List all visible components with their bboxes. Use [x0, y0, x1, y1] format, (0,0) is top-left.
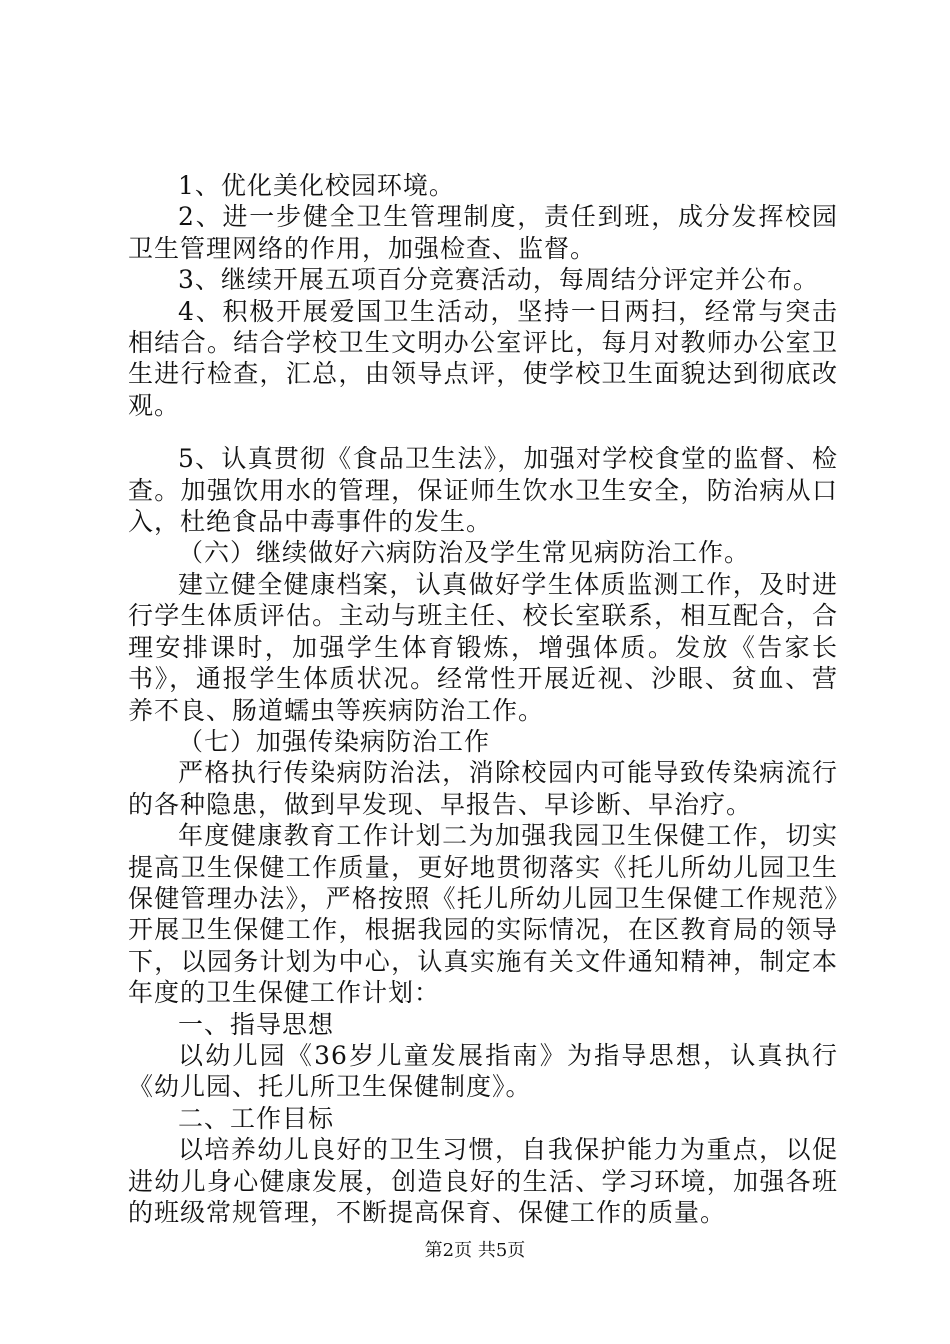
paragraph: 年度健康教育工作计划二为加强我园卫生保健工作，切实提高卫生保健工作质量，更好地贯彻落实《托儿所幼儿园卫生保健管理办法》，严格按照《托儿所幼儿园卫生保健工作规范》开展卫生保健工作，根据我园的实际情况，在区教育局的领导下，以园务计划为中心，认真实施有关文件通知精神，制定本年度的卫生保健工作计划：	[128, 821, 838, 1008]
section-heading: 一、指导思想	[178, 1009, 335, 1039]
section-heading: （七）加强传染病防治工作	[178, 726, 491, 756]
document-body	[128, 170, 838, 1228]
paragraph: 严格执行传染病防治法，消除校园内可能导致传染病流行的各种隐患，做到早发现、早报告、早诊断、早治疗。	[128, 758, 838, 819]
paragraph: 1、优化美化校园环境。	[178, 171, 455, 200]
paragraph: 以幼儿园《36岁儿童发展指南》为指导思想，认真执行《幼儿园、托儿所卫生保健制度》。	[128, 1040, 838, 1102]
page-number-footer: 第2页 共5页	[424, 1240, 526, 1261]
paragraph: 建立健全健康档案，认真做好学生体质监测工作，及时进行学生体质评估。主动与班主任、校长室联系，相互配合，合理安排课时，加强学生体育锻炼，增强体质。发放《告家长书》，通报学生体质状况。经常性开展近视、沙眼、贫血、营养不良、肠道蠕虫等疾病防治工作。	[128, 569, 838, 725]
paragraph: 2、进一步健全卫生管理制度，责任到班，成分发挥校园卫生管理网络的作用，加强检查、监督。	[128, 202, 838, 263]
paragraph-spacer	[128, 421, 838, 443]
paragraph: 3、继续开展五项百分竞赛活动，每周结分评定并公布。	[178, 265, 819, 295]
paragraph: 5、认真贯彻《食品卫生法》，加强对学校食堂的监督、检查。加强饮用水的管理，保证师生饮水卫生安全，防治病从口入，杜绝食品中毒事件的发生。	[128, 444, 838, 537]
paragraph: 4、积极开展爱国卫生活动，坚持一日两扫，经常与突击相结合。结合学校卫生文明办公室评比，每月对教师办公室卫生进行检查，汇总，由领导点评，使学校卫生面貌达到彻底改观。	[128, 296, 838, 420]
section-heading: 二、工作目标	[178, 1103, 335, 1133]
paragraph: 以培养幼儿良好的卫生习惯，自我保护能力为重点，以促进幼儿身心健康发展，创造良好的生活、学习环境，加强各班的班级常规管理，不断提高保育、保健工作的质量。	[128, 1135, 838, 1227]
section-heading: （六）继续做好六病防治及学生常见病防治工作。	[178, 538, 751, 568]
